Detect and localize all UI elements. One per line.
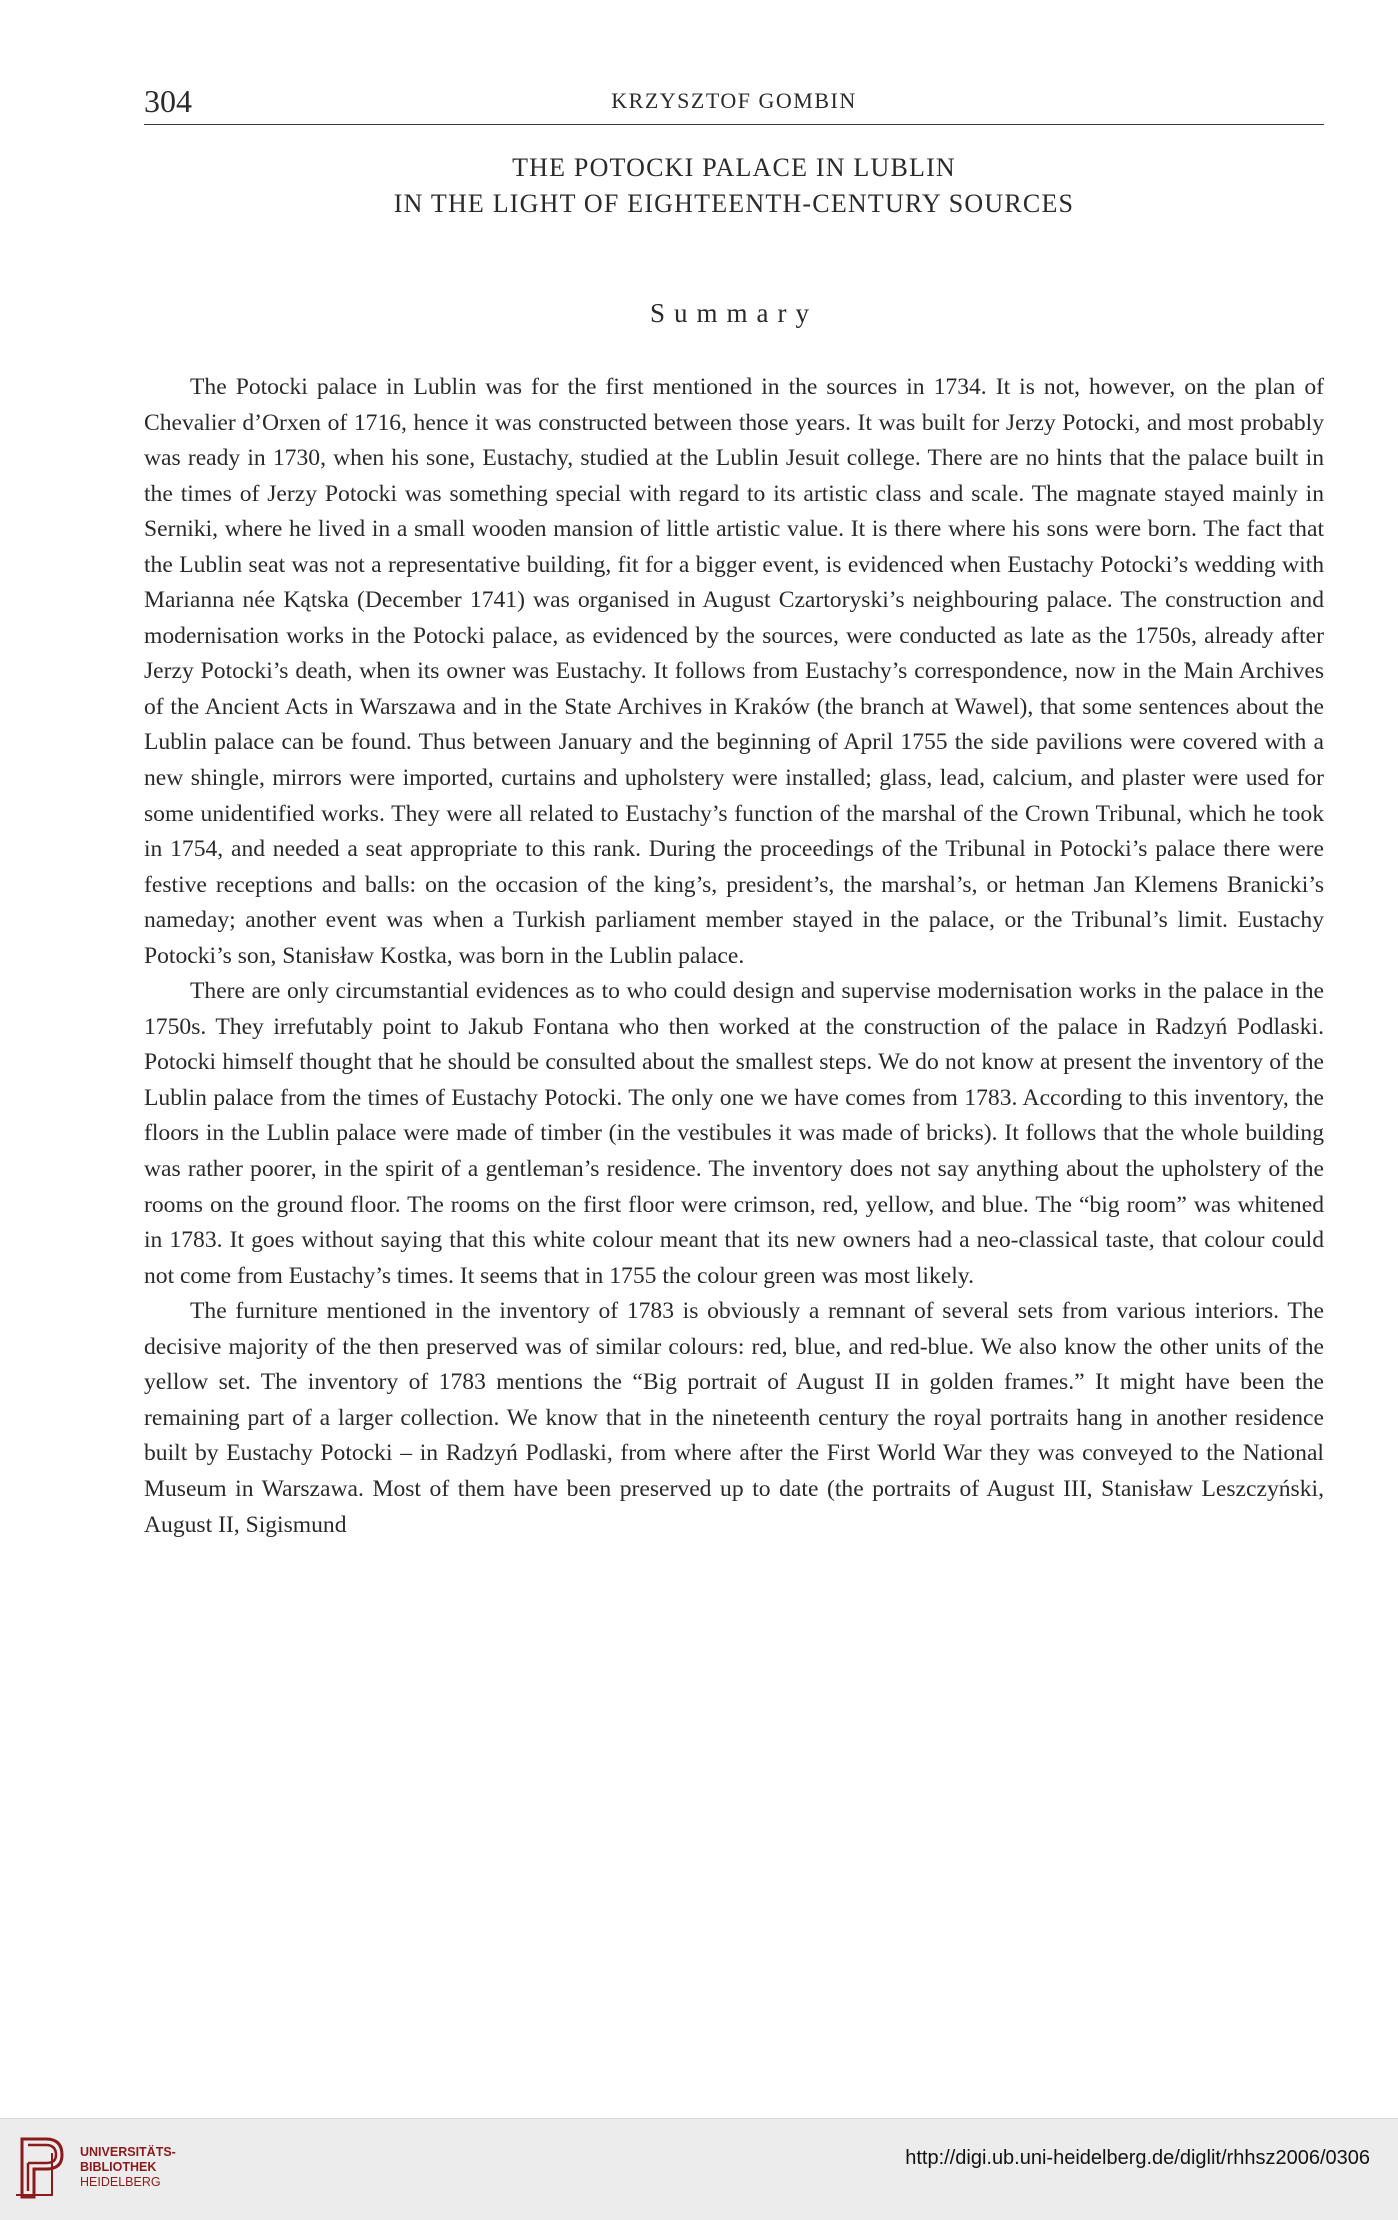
page-header [144, 82, 1324, 125]
article-title-line-1: THE POTOCKI PALACE IN LUBLIN [512, 153, 956, 182]
library-logo-icon [12, 2133, 72, 2203]
library-name-line-2: BIBLIOTHEK [80, 2160, 157, 2174]
paragraph-1: The Potocki palace in Lublin was for the first mentioned in the sources in 1734. It is not, however, on the plan of Chevalier d’Orxen of 1716, hence it was constructed between those years. It was built for Jerzy Potocki, and most probably was ready in 1730, when his sone, Eustachy, studied at the Lublin Jesuit college. There are no hints that the palace built in the times of Jerzy Potocki was something special with regard to its artistic class and scale. The magnate stayed mainly in Serniki, where he lived in a small wooden mansion of little artistic value. It is there where his sons were born. The fact that the Lublin seat was not a representative building, fit for a bigger event, is evidenced when Eustachy Potocki’s wedding with Marianna née Kątska (December 1741) was organised in August Czartoryski’s neighbouring palace. The construction and modernisation works in the Potocki palace, as evidenced by the sources, were conducted as late as the 1750s, already after Jerzy Potocki’s death, when its owner was Eustachy. It follows from Eustachy’s correspondence, now in the Main Archives of the Ancient Acts in Warszawa and in the State Archives in Kraków (the branch at Wawel), that some sentences about the Lublin palace can be found. Thus between January and the beginning of April 1755 the side pavilions were covered with a new shingle, mirrors were imported, curtains and upholstery were installed; glass, lead, calcium, and plaster were used for some unidentified works. They were all related to Eustachy’s function of the marshal of the Crown Tribunal, which he took in 1754, and needed a seat appropriate to this rank. During the proceedings of the Tribunal in Potocki’s palace there were festive receptions and balls: on the occasion of the king’s, president’s, the marshal’s, or hetman Jan Klemens Branicki’s nameday; another event was when a Turkish parliament member stayed in the palace, or the Tribunal’s limit. Eustachy Potocki’s son, Stanisław Kostka, was born in the Lublin palace. [144, 374, 1324, 969]
running-head: KRZYSZTOF GOMBIN [611, 88, 857, 113]
footer-bar [0, 2118, 1398, 2220]
library-name [80, 2145, 176, 2190]
article-title [144, 150, 1324, 222]
page-number: 304 [144, 83, 192, 119]
library-name-line-3: HEIDELBERG [80, 2175, 161, 2189]
paragraph-3: The furniture mentioned in the inventory of 1783 is obviously a remnant of several sets from various interiors. The decisive majority of the then preserved was of similar colours: red, blue, and red-blue. We also know the other units of the yellow set. The inventory of 1783 mentions the “Big portrait of August II in golden frames.” It might have been the remaining part of a larger collection. We know that in the nineteenth century the royal portraits hang in another residence built by Eustachy Potocki – in Radzyń Podlaski, from where after the First World War they was conveyed to the National Museum in Warszawa. Most of them have been preserved up to date (the portraits of August III, Stanisław Leszczyński, August II, Sigismund [144, 1298, 1324, 1538]
summary-body [144, 370, 1324, 1543]
library-name-line-1: UNIVERSITÄTS- [80, 2145, 176, 2159]
summary-heading: Summary [650, 298, 818, 328]
paragraph-2: There are only circumstantial evidences as to who could design and supervise modernisation works in the palace in the 1750s. They irrefutably point to Jakub Fontana who then worked at the construction of the palace in Radzyń Podlaski. Potocki himself thought that he should be consulted about the smallest steps. We do not know at present the inventory of the Lublin palace from the times of Eustachy Potocki. The only one we have comes from 1783. According to this inventory, the floors in the Lublin palace were made of timber (in the vestibules it was made of bricks). It follows that the whole building was rather poorer, in the spirit of a gentleman’s residence. The inventory does not say anything about the upholstery of the rooms on the ground floor. The rooms on the first floor were crimson, red, yellow, and blue. The “big room” was whitened in 1783. It goes without saying that this white colour meant that its new owners had a neo-classical taste, that colour could not come from Eustachy’s times. It seems that in 1755 the colour green was most likely. [144, 978, 1324, 1289]
article-title-line-2: IN THE LIGHT OF EIGHTEENTH-CENTURY SOURCES [393, 189, 1075, 218]
source-url-link[interactable]: http://digi.ub.uni-heidelberg.de/diglit/rhhsz2006/0306 [905, 2147, 1370, 2169]
